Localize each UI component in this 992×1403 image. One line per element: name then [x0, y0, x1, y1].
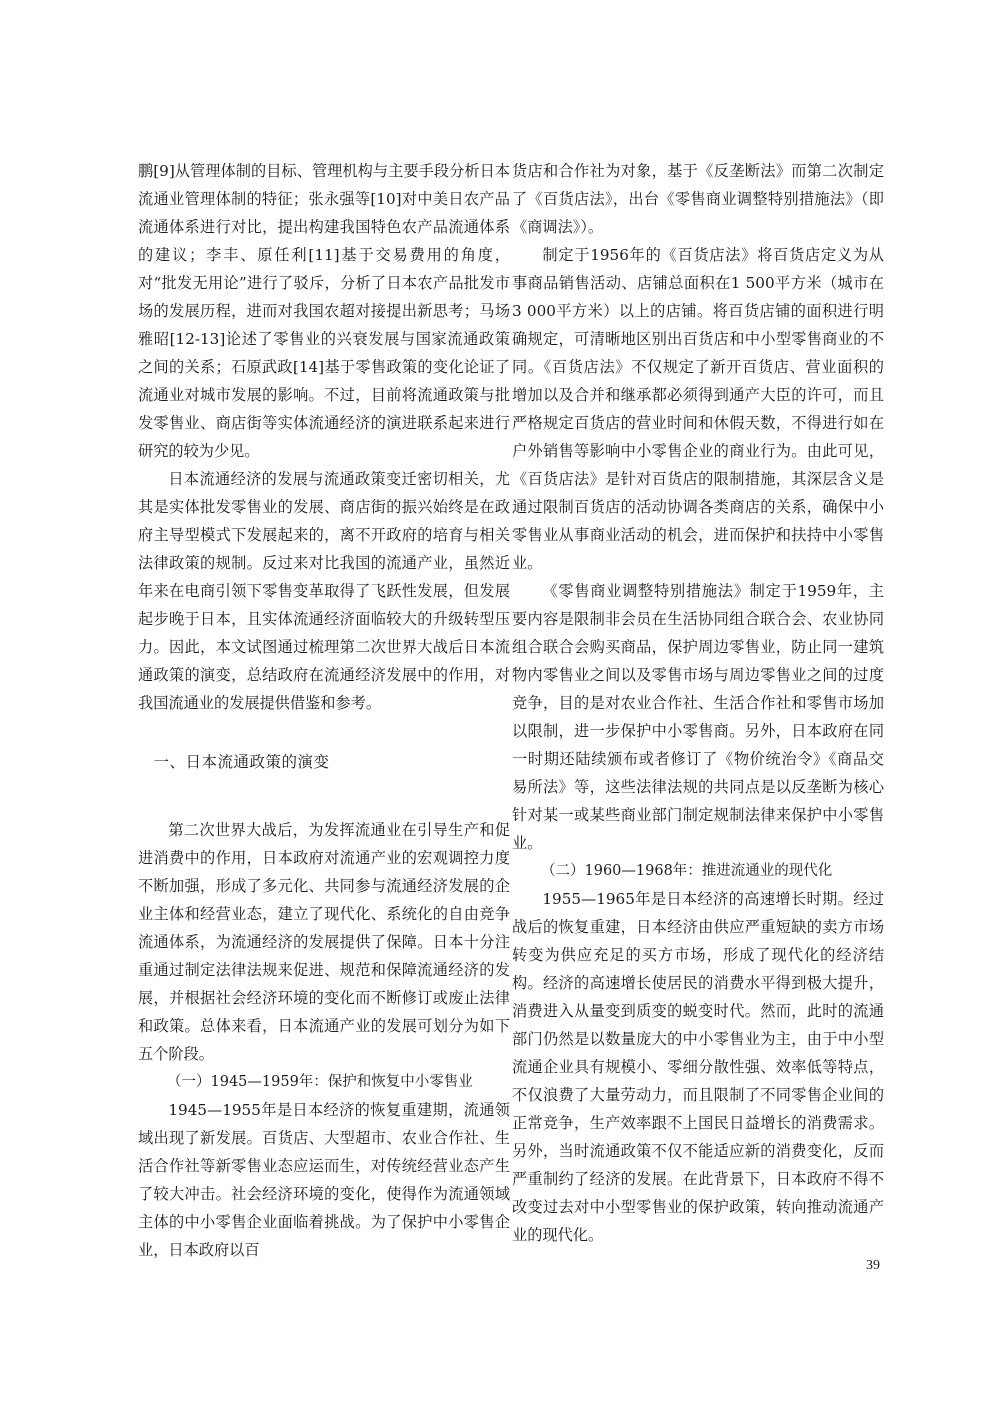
paragraph: 制定于1956年的《百货店法》将百货店定义为从事商品销售活动、店铺总面积在1 500平方米（城市在3 000平方米）以上的店铺。将百货店铺的面积进行明确规定，可清晰地区别出百货店和中小型零售商业的不同。《百货店法》不仅规定了新开百货店、营业面积的增加以及合并和继承都必须得到通产大臣的许可，而且严格规定百货店的营业时间和休假天数，不得进行如在户外销售等影响中小零售企业的商业行为。由此可见，《百货店法》是针对百货店的限制措施，其深层含义是通过限制百货店的活动协调各类商店的关系，确保中小零售业从事商业活动的机会，进而保护和扶持中小零售业。	[512, 246, 884, 572]
paragraph: 鹏[9]从管理体制的目标、管理机构与主要手段分析日本流通业管理体制的特征；张永强等[10]对中美日农产品流通体系进行对比，提出构建我国特色农产品流通体系的建议；李丰、原任利[11]基于交易费用的角度，对“批发无用论”进行了驳斥，分析了日本农产品批发市场的发展历程，进而对我国农超对接提出新思考；马场雅昭[12-13]论述了零售业的兴衰发展与国家流通政策之间的关系；石原武政[14]基于零售政策的变化论证了流通业对城市发展的影响。不过，目前将流通政策与批发零售业、商店街等实体流通经济的演进联系起来进行研究的较为少见。	[138, 162, 510, 460]
paragraph: 第二次世界大战后，为发挥流通业在引导生产和促进消费中的作用，日本政府对流通产业的宏观调控力度不断加强，形成了多元化、共同参与流通经济发展的企业主体和经营业态，建立了现代化、系统化的自由竞争流通体系，为流通经济的发展提供了保障。日本十分注重通过制定法律法规来促进、规范和保障流通经济的发展，并根据社会经济环境的变化而不断修订或废止法律和政策。总体来看，日本流通产业的发展可划分为如下五个阶段。	[138, 821, 510, 1063]
paragraph: 1955—1965年是日本经济的高速增长时期。经过战后的恢复重建，日本经济由供应严重短缺的卖方市场转变为供应充足的买方市场，形成了现代化的经济结构。经济的高速增长使居民的消费水平得到极大提升，消费进入从量变到质变的蜕变时代。然而，此时的流通部门仍然是以数量庞大的中小零售业为主，由于中小型流通企业具有规模小、零细分散性强、效率低等特点，不仅浪费了大量劳动力，而且限制了不同零售企业间的正常竞争，生产效率跟不上国民日益增长的消费需求。另外，当时流通政策不仅不能适应新的消费变化，反而严重制约了经济的发展。在此背景下，日本政府不得不改变过去对中小型零售业的保护政策，转向推动流通产业的现代化。	[512, 890, 884, 1244]
paragraph: 1945—1955年是日本经济的恢复重建期，流通领域出现了新发展。百货店、大型超市、农业合作社、生活合作社等新零售业态应运而生，对传统经营业态产生了较大冲击。社会经济环境的变化，使得作为流通领域主体的中小零售企业面临着挑战。为了保护中小零售企业，日本政府以百	[138, 1101, 510, 1259]
paragraph: 货店和合作社为对象，基于《反垄断法》而第二次制定了《百货店法》，出台《零售商业调整特别措施法》（即《商调法》）。	[512, 162, 884, 236]
paragraph: 日本流通经济的发展与流通政策变迁密切相关，尤其是实体批发零售业的发展、商店街的振兴始终是在政府主导型模式下发展起来的，离不开政府的培育与相关法律政策的规制。反过来对比我国的流通产业，虽然近年来在电商引领下零售变革取得了飞跃性发展，但发展起步晚于日本，且实体流通经济面临较大的升级转型压力。因此，本文试图通过梳理第二次世界大战后日本流通政策的演变，总结政府在流通经济发展中的作用，对我国流通业的发展提供借鉴和参考。	[138, 470, 510, 712]
right-column	[512, 157, 884, 1249]
left-column	[138, 157, 510, 1264]
page-number: 39	[866, 1258, 880, 1273]
subsection-heading: （二）1960—1968年：推进流通业的现代化	[541, 863, 833, 879]
subsection-heading: （一）1945—1959年：保护和恢复中小零售业	[167, 1074, 473, 1090]
paragraph: 《零售商业调整特别措施法》制定于1959年，主要内容是限制非会员在生活协同组合联合会、农业协同组合联合会购买商品，保护周边零售业，防止同一建筑物内零售业之间以及零售市场与周边零售业之间的过度竞争，目的是对农业合作社、生活合作社和零售市场加以限制，进一步保护中小零售商。另外，日本政府在同一时期还陆续颁布或者修订了《物价统治令》《商品交易所法》等，这些法律法规的共同点是以反垄断为核心针对某一或某些商业部门制定规制法律来保护中小零售业。	[512, 582, 884, 852]
section-heading: 一、日本流通政策的演变	[153, 753, 330, 771]
